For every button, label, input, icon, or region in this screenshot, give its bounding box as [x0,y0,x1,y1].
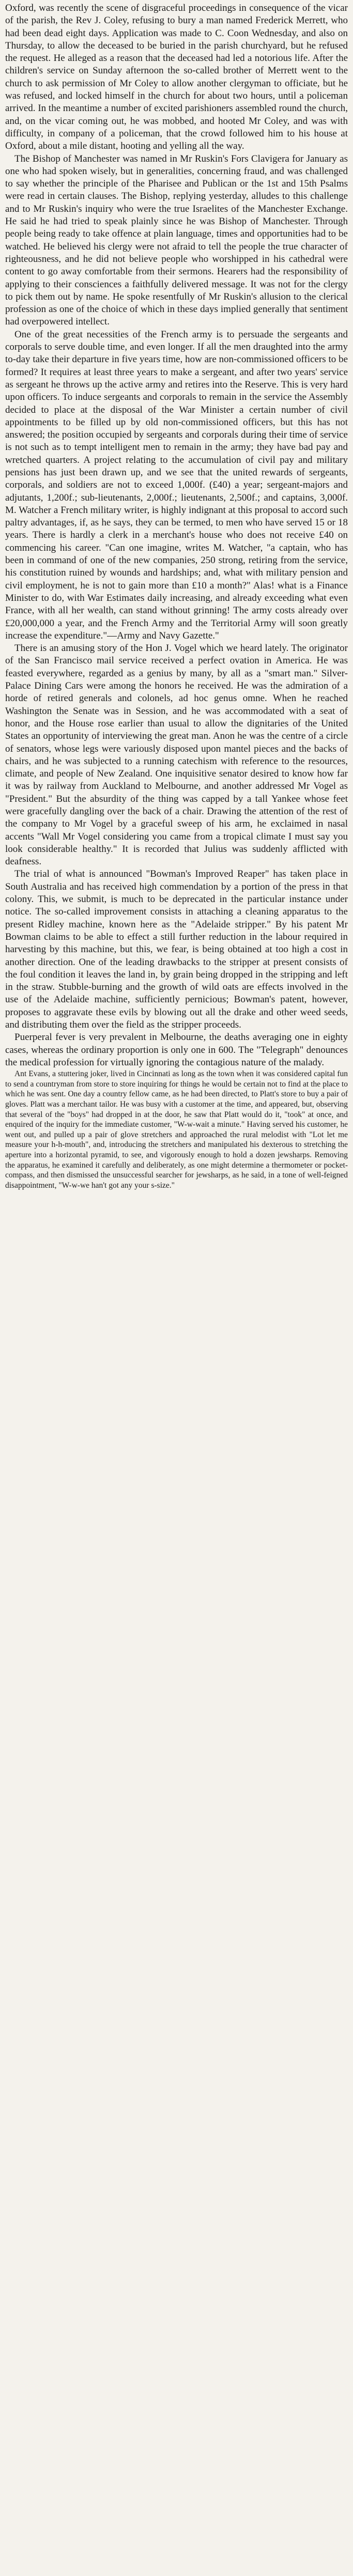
article-paragraph-vicar-refusal: Oxford, was recently the scene of disgraceful proceedings in consequence of the vicar of the parish, the Rev J. Coley, refusing to bury a man named Frederick Merrett, who had been dead eight days. Application was made to C. Coon Wednesday, and also on Thursday, to allow the deceased to be buried in the parish churchyard, but he refused the request. He alleged as a reason that the deceased had led a notorious life. After the children's service on Sunday afternoon the so-called brother of Merrett went to the church to ask permission of Mr Coley to allow another clergyman to officiate, but he was refused, and locked himself in the church for about two hours, until a policeman arrived. In the meantime a number of excited parishioners assembled round the church, and, on the vicar coming out, he was mobbed, and hooted Mr Coley, and was with difficulty, in company of a policeman, that the crowd followed him to his house at Oxford, about a mile distant, hooting and yelling all the way. [5,3,348,152]
article-paragraph-vogel-story: There is an amusing story of the Hon J. Vogel which we heard lately. The originator of the San Francisco mail service received a perfect ovation in America. He was feasted everywhere, regarded as a genius by many, by all as a "smart man." Silver-Palace Dining Cars were among the honors he received. He was the admiration of a horde of retired generals and colonels, ad hoc genus omne. When he reached Washington the Senate was in Session, and he was accommodated with a seat of honor, and the House rose earlier than usual to allow the dignitaries of the United States an opportunity of interviewing the great man. Anon he was the centre of a circle of senators, whose legs were variously disposed upon mantel pieces and the backs of chairs, and he was subjected to a running catechism with reference to the resources, climate, and people of New Zealand. One inquisitive senator desired to know how far it was by railway from Auckland to Melbourne, and another addressed Mr Vogel as "President." But the absurdity of the thing was capped by a tall Yankee whose feet were gracefully dangling over the back of a chair. Drawing the attention of the rest of the company to Mr Vogel by a graceful sweep of his arm, he exclaimed in nasal accents "Wall Mr Vogel considering you came from a tropical climate I must say you look considerable healthy." It is recorded that Julius was suddenly afflicted with deafness. [5,643,348,867]
article-paragraph-puerperal-fever: Puerperal fever is very prevalent in Melbourne, the deaths averaging one in eighty cases, whereas the ordinary proportion is only one in 600. The "Telegraph" denounces the medical profession for virtually ignoring the contagious nature of the malady. [5,1032,348,1068]
article-paragraph-bishop-manchester: The Bishop of Manchester was named in Mr Ruskin's Fors Clavigera for January as one who had spoken wisely, but in generalities, concerning fraud, and was challenged to say whether the principle of the Pharisee and Publican or the 1st and 15th Psalms were read in certain clauses. The Bishop, replying yesterday, alludes to this challenge and to Mr Ruskin's inquiry who were the true Israelites of the Manchester Exchange. He said he had tried to speak plainly since he was Bishop of Manchester. Through people being ready to take offence at plain language, times and opportunities had to be watched. He believed his clergy were not afraid to tell the people the true character of righteousness, and he did not believe people who worshipped in his cathedral were content to go away comfortable from their sermons. Hearers had the responsibility of applying to their consciences a faithfully delivered message. It was not for the clergy to pick them out by name. He spoke resentfully of Mr Ruskin's allusion to the clerical profession as one of the choice of which in these days implied generally that sentiment had overpowered intellect. [5,153,348,328]
article-paragraph-evans-anecdote: Ant Evans, a stuttering joker, lived in Cincinnati as long as the town when it was considered capital fun to send a countryman from store to store inquiring for things he would be certain not to find at the place to which he was sent. One day a country fellow came, as he had been directed, to Platt's store to buy a pair of gloves. Platt was a merchant tailor. He was busy with a customer at the time, and appeared, but, observing that several of the "boys" had dropped in at the door, he saw that Platt would do it, "took" at once, and enquired of the inquiry for the immediate customer, "W-w-wait a minute." Having served his customer, he went out, and pulled up a pair of glove stretchers and approached the rural melodist with "Lot let me measure your h-h-mouth", and, introducing the stretchers and manipulated his dexterous to stretching the aperture into a horizontal pyramid, to see, and vigorously enough to hold a dozen jewsharps. Removing the apparatus, he examined it carefully and deliberately, as one might determine a thermometer or pocket-compass, and then dismissed the unsuccessful searcher for jewsharps, as he said, in a tone of well-feigned disappointment, "W-w-we han't got any your s-size." [5,1069,348,1190]
article-paragraph-french-army: One of the great necessities of the French army is to persuade the sergeants and corporals to serve double time, and even longer. If all the men draughted into the army to-day take their departure in five years time, how are non-commissioned officers to be formed? It requires at least three years to make a sergeant, and after two years' service as sergeant he throws up the active army and retires into the Reserve. This is very hard upon officers. To induce sergeants and corporals to remain in the service the Assembly decided to place at the disposal of the War Minister a certain number of civil appointments to be filled up by old non-commissioned officers, but this has not answered; the position occupied by sergeants and corporals during their time of service is not such as to tempt intelligent men to remain in the army; they have bad pay and wretched quarters. A project relating to the accumulation of civil pay and military pensions has just been drawn up, and we see that the united rewards of sergeants, corporals, and soldiers are not to exceed 1,000f. (£40) a year; sergeant-majors and adjutants, 1,200f.; sub-lieutenants, 2,000f.; lieutenants, 2,500f.; and captains, 3,000f. M. Watcher a French military writer, is highly indignant at this proposal to accord such paltry advantages, if, as he says, they can be termed, to men who have served 15 or 18 years. There is hardly a clerk in a merchant's house who does not receive £40 on commencing his career. "Can one imagine, writes M. Watcher, "a captain, who has been in command of one of the new companies, 250 strong, retiring from the service, his constitution ruined by wounds and hardships; and, what with military pension and civil employment, he is not to gain more than £10 a month?" Alas! what is a Finance Minister to do, with War Estimates daily increasing, and already exceeding what even France, with all her wealth, can stand without grinning! The army costs already over £20,000,000 a year, and the French Army and the Territorial Army will soon greatly increase the expenditure."—Army and Navy Gazette." [5,329,348,641]
article-paragraph-bowman-reaper: The trial of what is announced "Bowman's Improved Reaper" has taken place in South Australia and has received high commendation by a portion of the press in that colony. This, we submit, is much to be deprecated in the particular instance under notice. The so-called improvement consists in attaching a cleaning apparatus to the present Ridley machine, known here as the "Adelaide stripper." By his patent Mr Bowman claims to be able to effect a still further reduction in the labour required in harvesting by this machine, but this, we fear, is being obtained at too high a cost in another direction. One of the leading drawbacks to the stripper at present consists of the foul condition it leaves the land in, by grain being dropped in the stripping and left in the straw. Stubble-burning and the growth of wild oats are effects involved in the use of the Adelaide machine, sufficiently pernicious; Bowman's patent, however, proposes to aggravate these evils by blowing out all the drake and other weed seeds, and distributing them over the field as the stripper proceeds. [5,868,348,1031]
